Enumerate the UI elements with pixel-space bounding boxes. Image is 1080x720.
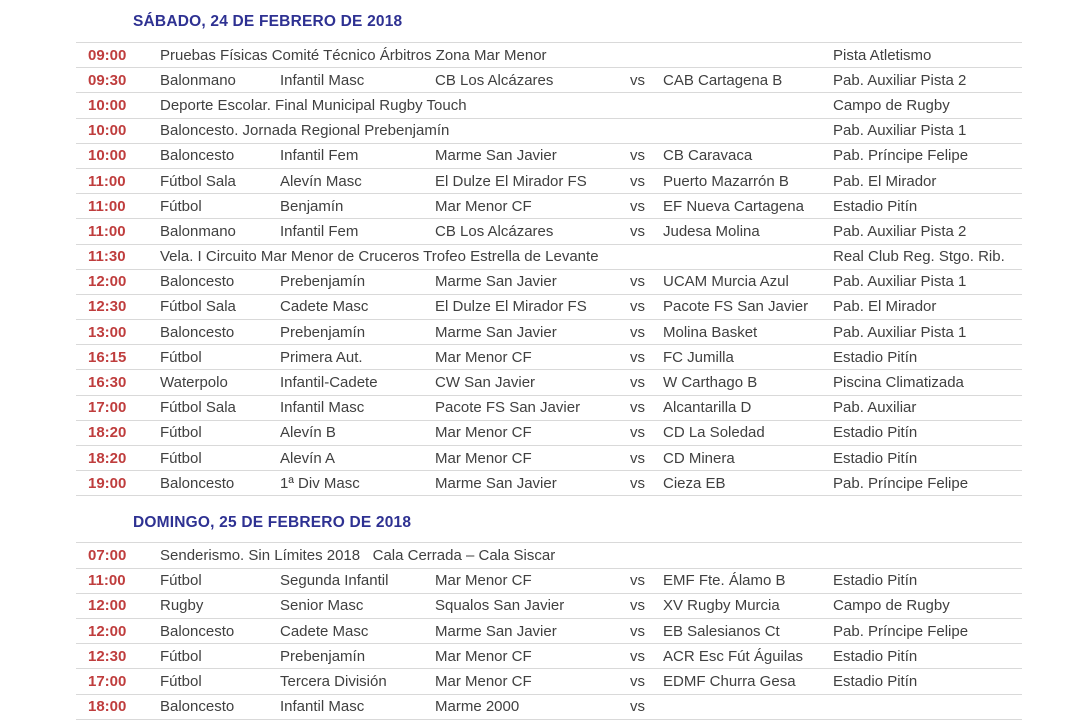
day-section bbox=[76, 513, 1022, 719]
event-category: Primera Aut. bbox=[280, 348, 363, 366]
event-venue: Pab. Príncipe Felipe bbox=[833, 474, 969, 492]
event-time: 11:00 bbox=[88, 172, 126, 190]
event-venue: Estadio Pitín bbox=[833, 672, 918, 690]
event-venue: Piscina Climatizada bbox=[833, 374, 964, 392]
event-row bbox=[76, 470, 1022, 495]
event-time: 11:30 bbox=[88, 248, 126, 266]
event-time: 10:00 bbox=[88, 122, 127, 140]
event-row bbox=[76, 67, 1022, 92]
vs-label: vs bbox=[630, 572, 645, 590]
vs-label: vs bbox=[630, 172, 645, 190]
event-time: 19:00 bbox=[88, 474, 127, 492]
event-sport: Fútbol bbox=[160, 197, 202, 215]
event-sport: Baloncesto bbox=[160, 273, 235, 291]
event-category: Infantil Masc bbox=[280, 698, 365, 716]
event-category: Segunda Infantil bbox=[280, 572, 389, 590]
vs-label: vs bbox=[630, 622, 645, 640]
event-home-team: Mar Menor CF bbox=[435, 572, 532, 590]
event-away-team: UCAM Murcia Azul bbox=[663, 273, 789, 291]
event-away-team: CAB Cartagena B bbox=[663, 71, 783, 89]
vs-label: vs bbox=[630, 474, 645, 492]
event-time: 13:00 bbox=[88, 323, 127, 341]
day-title: SÁBADO, 24 DE FEBRERO DE 2018 bbox=[133, 13, 403, 30]
event-description: Senderismo. Sin Límites 2018 Cala Cerrada – Cala Siscar bbox=[160, 546, 556, 564]
event-away-team: ACR Esc Fút Águilas bbox=[663, 647, 804, 665]
event-sport: Waterpolo bbox=[160, 374, 228, 392]
vs-label: vs bbox=[630, 647, 645, 665]
vs-label: vs bbox=[630, 399, 645, 417]
event-home-team: CB Los Alcázares bbox=[435, 222, 554, 240]
day-title: DOMINGO, 25 DE FEBRERO DE 2018 bbox=[133, 514, 412, 532]
event-time: 11:00 bbox=[88, 197, 126, 215]
event-venue: Pab. Auxiliar Pista 2 bbox=[833, 222, 967, 240]
event-category: Infantil Masc bbox=[280, 71, 365, 89]
event-time: 18:00 bbox=[88, 698, 127, 716]
event-row-description bbox=[76, 244, 1022, 269]
event-sport: Baloncesto bbox=[160, 147, 235, 165]
event-time: 12:00 bbox=[88, 273, 127, 291]
event-sport: Balonmano bbox=[160, 71, 236, 89]
event-category: Prebenjamín bbox=[280, 647, 366, 665]
event-away-team: Cieza EB bbox=[663, 474, 726, 492]
event-time: 09:00 bbox=[88, 46, 127, 64]
event-sport: Fútbol bbox=[160, 424, 202, 442]
event-sport: Fútbol bbox=[160, 449, 202, 467]
event-sport: Fútbol bbox=[160, 647, 202, 665]
event-venue: Real Club Reg. Stgo. Rib. bbox=[833, 248, 1005, 266]
event-venue: Estadio Pitín bbox=[833, 348, 918, 366]
event-time: 09:30 bbox=[88, 71, 127, 89]
event-row-description bbox=[76, 92, 1022, 117]
event-home-team: Pacote FS San Javier bbox=[435, 399, 581, 417]
event-venue: Pab. Príncipe Felipe bbox=[833, 147, 969, 165]
event-time: 18:20 bbox=[88, 424, 127, 442]
event-row bbox=[76, 618, 1022, 643]
event-category: Infantil Fem bbox=[280, 222, 359, 240]
event-row bbox=[76, 143, 1022, 168]
event-time: 12:00 bbox=[88, 597, 127, 615]
event-row bbox=[76, 445, 1022, 470]
event-category: Alevín A bbox=[280, 449, 336, 467]
event-description: Vela. I Circuito Mar Menor de Cruceros Trofeo Estrella de Levante bbox=[160, 248, 599, 266]
vs-label: vs bbox=[630, 672, 645, 690]
day-rows bbox=[76, 42, 1022, 496]
event-venue: Pab. El Mirador bbox=[833, 298, 937, 316]
event-time: 12:30 bbox=[88, 647, 127, 665]
event-venue: Campo de Rugby bbox=[833, 597, 950, 615]
event-row bbox=[76, 269, 1022, 294]
event-away-team: W Carthago B bbox=[663, 374, 758, 392]
event-category: Prebenjamín bbox=[280, 323, 366, 341]
event-away-team: Alcantarilla D bbox=[663, 399, 752, 417]
event-venue: Pab. Auxiliar Pista 1 bbox=[833, 323, 967, 341]
event-venue: Estadio Pitín bbox=[833, 424, 918, 442]
event-away-team: EMF Fte. Álamo B bbox=[663, 572, 786, 590]
event-description: Deporte Escolar. Final Municipal Rugby Touch bbox=[160, 96, 467, 114]
event-away-team: Puerto Mazarrón B bbox=[663, 172, 789, 190]
event-away-team: CD Minera bbox=[663, 449, 735, 467]
event-category: 1ª Div Masc bbox=[280, 474, 360, 492]
event-home-team: CB Los Alcázares bbox=[435, 71, 554, 89]
event-time: 10:00 bbox=[88, 147, 127, 165]
vs-label: vs bbox=[630, 298, 645, 316]
event-time: 16:15 bbox=[88, 348, 127, 366]
vs-label: vs bbox=[630, 197, 645, 215]
event-row bbox=[76, 369, 1022, 394]
event-time: 12:30 bbox=[88, 298, 127, 316]
event-venue: Estadio Pitín bbox=[833, 572, 918, 590]
event-home-team: Marme San Javier bbox=[435, 323, 557, 341]
event-row bbox=[76, 168, 1022, 193]
vs-label: vs bbox=[630, 147, 645, 165]
event-home-team: Mar Menor CF bbox=[435, 647, 532, 665]
vs-label: vs bbox=[630, 222, 645, 240]
event-away-team: CD La Soledad bbox=[663, 424, 765, 442]
event-sport: Baloncesto bbox=[160, 698, 235, 716]
event-category: Benjamín bbox=[280, 197, 344, 215]
event-sport: Fútbol bbox=[160, 348, 202, 366]
event-sport: Fútbol Sala bbox=[160, 399, 236, 417]
event-venue: Estadio Pitín bbox=[833, 647, 918, 665]
event-row bbox=[76, 568, 1022, 593]
vs-label: vs bbox=[630, 424, 645, 442]
event-sport: Baloncesto bbox=[160, 323, 235, 341]
vs-label: vs bbox=[630, 449, 645, 467]
event-venue: Pab. Auxiliar Pista 1 bbox=[833, 122, 967, 140]
event-sport: Fútbol bbox=[160, 672, 202, 690]
event-away-team: Judesa Molina bbox=[663, 222, 760, 240]
event-category: Infantil Masc bbox=[280, 399, 365, 417]
event-home-team: Mar Menor CF bbox=[435, 449, 532, 467]
event-time: 11:00 bbox=[88, 222, 126, 240]
event-category: Prebenjamín bbox=[280, 273, 366, 291]
event-category: Cadete Masc bbox=[280, 298, 369, 316]
event-sport: Rugby bbox=[160, 597, 204, 615]
event-time: 07:00 bbox=[88, 546, 127, 564]
event-row-description bbox=[76, 42, 1022, 67]
event-venue: Pista Atletismo bbox=[833, 46, 932, 64]
day-rows bbox=[76, 542, 1022, 719]
event-description: Baloncesto. Jornada Regional Prebenjamín bbox=[160, 122, 450, 140]
event-row bbox=[76, 395, 1022, 420]
event-venue: Pab. Auxiliar bbox=[833, 399, 917, 417]
event-home-team: CW San Javier bbox=[435, 374, 536, 392]
vs-label: vs bbox=[630, 323, 645, 341]
day-section bbox=[76, 12, 1022, 496]
event-home-team: Mar Menor CF bbox=[435, 348, 532, 366]
event-away-team: EDMF Churra Gesa bbox=[663, 672, 796, 690]
event-home-team: Marme San Javier bbox=[435, 474, 557, 492]
event-category: Senior Masc bbox=[280, 597, 364, 615]
event-venue: Campo de Rugby bbox=[833, 96, 950, 114]
event-home-team: Marme San Javier bbox=[435, 147, 557, 165]
vs-label: vs bbox=[630, 71, 645, 89]
event-home-team: Mar Menor CF bbox=[435, 672, 532, 690]
event-row-description bbox=[76, 542, 1022, 567]
event-away-team: XV Rugby Murcia bbox=[663, 597, 780, 615]
event-venue: Pab. Príncipe Felipe bbox=[833, 622, 969, 640]
event-row bbox=[76, 218, 1022, 243]
event-home-team: El Dulze El Mirador FS bbox=[435, 172, 587, 190]
event-row bbox=[76, 319, 1022, 344]
event-home-team: Mar Menor CF bbox=[435, 424, 532, 442]
event-away-team: EB Salesianos Ct bbox=[663, 622, 780, 640]
event-home-team: Marme San Javier bbox=[435, 273, 557, 291]
event-category: Alevín Masc bbox=[280, 172, 362, 190]
event-home-team: Squalos San Javier bbox=[435, 597, 565, 615]
event-venue: Estadio Pitín bbox=[833, 197, 918, 215]
event-row bbox=[76, 420, 1022, 445]
event-away-team: Molina Basket bbox=[663, 323, 758, 341]
vs-label: vs bbox=[630, 348, 645, 366]
event-row-description bbox=[76, 118, 1022, 143]
event-home-team: Marme 2000 bbox=[435, 698, 520, 716]
event-category: Infantil Fem bbox=[280, 147, 359, 165]
event-time: 18:20 bbox=[88, 449, 127, 467]
event-sport: Fútbol bbox=[160, 572, 202, 590]
event-time: 16:30 bbox=[88, 374, 127, 392]
event-row bbox=[76, 593, 1022, 618]
event-category: Infantil-Cadete bbox=[280, 374, 378, 392]
vs-label: vs bbox=[630, 273, 645, 291]
vs-label: vs bbox=[630, 698, 645, 716]
event-description: Pruebas Físicas Comité Técnico Árbitros Zona Mar Menor bbox=[160, 46, 547, 64]
event-venue: Pab. Auxiliar Pista 1 bbox=[833, 273, 967, 291]
event-home-team: Marme San Javier bbox=[435, 622, 557, 640]
event-sport: Baloncesto bbox=[160, 474, 235, 492]
event-home-team: Mar Menor CF bbox=[435, 197, 532, 215]
event-category: Alevín B bbox=[280, 424, 336, 442]
schedule-page bbox=[76, 0, 1022, 720]
event-venue: Pab. Auxiliar Pista 2 bbox=[833, 71, 967, 89]
event-row bbox=[76, 193, 1022, 218]
event-away-team: Pacote FS San Javier bbox=[663, 298, 809, 316]
event-time: 10:00 bbox=[88, 96, 127, 114]
event-home-team: El Dulze El Mirador FS bbox=[435, 298, 587, 316]
event-away-team: FC Jumilla bbox=[663, 348, 734, 366]
event-sport: Balonmano bbox=[160, 222, 236, 240]
vs-label: vs bbox=[630, 597, 645, 615]
event-row bbox=[76, 643, 1022, 668]
event-away-team: EF Nueva Cartagena bbox=[663, 197, 804, 215]
event-sport: Fútbol Sala bbox=[160, 172, 236, 190]
event-venue: Pab. El Mirador bbox=[833, 172, 937, 190]
event-time: 17:00 bbox=[88, 672, 127, 690]
event-venue: Estadio Pitín bbox=[833, 449, 918, 467]
event-sport: Fútbol Sala bbox=[160, 298, 236, 316]
event-row bbox=[76, 668, 1022, 693]
event-category: Tercera División bbox=[280, 672, 387, 690]
event-time: 17:00 bbox=[88, 399, 127, 417]
event-row bbox=[76, 294, 1022, 319]
event-time: 12:00 bbox=[88, 622, 127, 640]
event-row bbox=[76, 344, 1022, 369]
event-sport: Baloncesto bbox=[160, 622, 235, 640]
event-away-team: CB Caravaca bbox=[663, 147, 753, 165]
event-row bbox=[76, 694, 1022, 719]
event-category: Cadete Masc bbox=[280, 622, 369, 640]
event-time: 11:00 bbox=[88, 572, 126, 590]
vs-label: vs bbox=[630, 374, 645, 392]
